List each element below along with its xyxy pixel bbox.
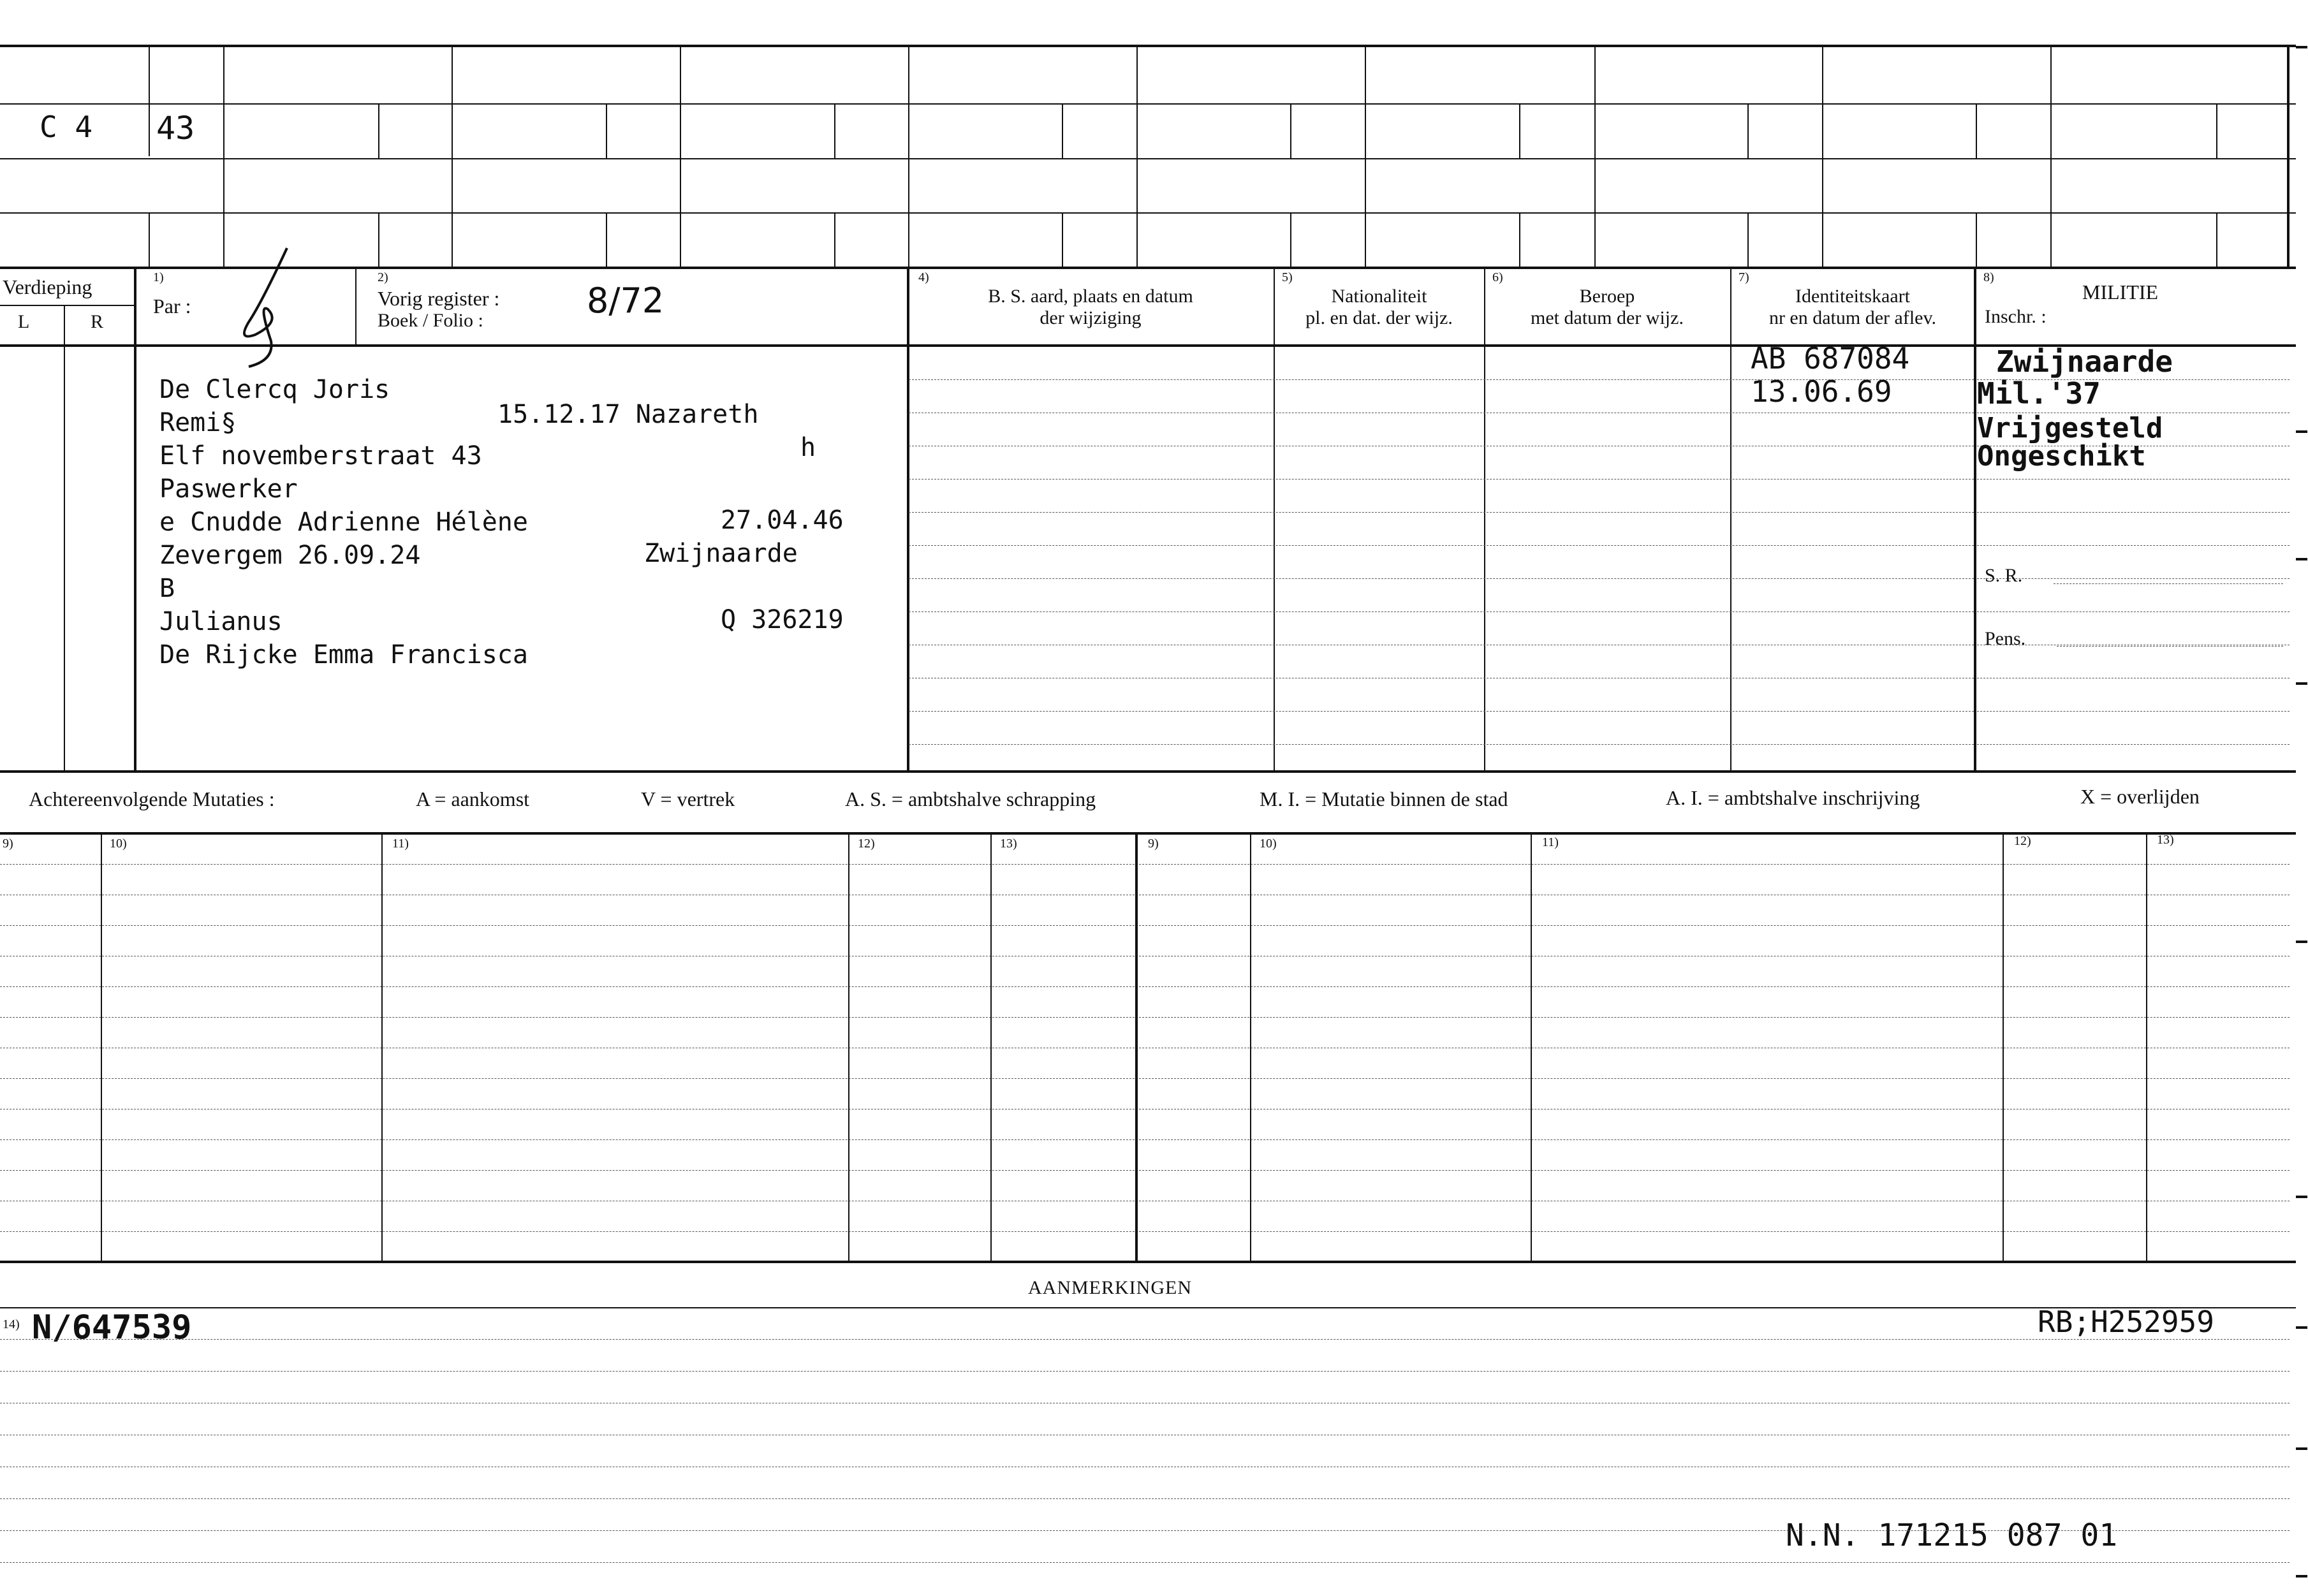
ruled-line: [0, 1498, 2290, 1499]
grid-line: [223, 45, 224, 267]
person-spouse-birth: Zevergem 26.09.24: [159, 541, 421, 570]
verdieping-label: Verdieping: [3, 275, 92, 298]
person-firstname: Remi§: [159, 408, 237, 437]
legend-mi: M. I. = Mutatie binnen de stad: [1260, 787, 1508, 810]
edge-tick: [2296, 430, 2307, 433]
ruled-line: [909, 578, 1974, 579]
ruled-line: [0, 864, 2290, 865]
col-number: 8): [1983, 270, 1994, 284]
grid-line: [1519, 103, 1520, 158]
grid-line: [834, 212, 835, 267]
person-spouse: e Cnudde Adrienne Hélène: [159, 508, 528, 537]
grid-line: [149, 45, 150, 156]
id-card-block: [1751, 342, 1909, 408]
grid-line: [1062, 103, 1063, 158]
grid-line: [2146, 832, 2147, 1261]
remarks-nn: N.N. 171215 087 01: [1786, 1518, 2118, 1553]
edge-tick: [2296, 1447, 2307, 1450]
id-header-line1: Identiteitskaart: [1795, 286, 1910, 307]
grid-line: [1594, 45, 1596, 267]
grid-line: [2216, 212, 2217, 267]
beroep-header-line2: met datum der wijz.: [1531, 307, 1684, 328]
grid-line: [149, 212, 150, 267]
ruled-line: [0, 1078, 2290, 1079]
nat-header-line2: pl. en dat. der wijz.: [1305, 307, 1453, 328]
ruled-line: [0, 986, 2290, 987]
edge-tick: [2296, 1575, 2307, 1578]
col-number: 5): [1282, 270, 1293, 284]
col-number: 2): [378, 270, 388, 284]
remarks-title: AANMERKINGEN: [1028, 1277, 1192, 1298]
ruled-line: [0, 1339, 2290, 1340]
ruled-line: [1977, 512, 2290, 513]
militie-status1: Vrijgesteld: [1977, 412, 2163, 444]
legend-a: A = aankomst: [416, 787, 530, 810]
edge-tick: [2296, 1196, 2307, 1198]
col-number: 12): [2014, 834, 2031, 848]
edge-tick: [2296, 682, 2307, 685]
person-birth: 15.12.17 Nazareth: [497, 400, 759, 429]
ruled-line: [1977, 744, 2290, 745]
mutations-title: Achtereenvolgende Mutaties :: [29, 787, 275, 810]
legend-v: V = vertrek: [641, 787, 735, 810]
beroep-header-line1: Beroep: [1579, 286, 1635, 307]
grid-line: [2216, 103, 2217, 158]
sr-label: S. R.: [1985, 565, 2023, 586]
nat-header-line1: Nationaliteit: [1331, 286, 1427, 307]
grid-line: [1290, 212, 1291, 267]
grid-line: [1365, 45, 1366, 267]
col-number: 1): [153, 270, 164, 284]
grid-line: [907, 267, 909, 770]
grid-line: [1747, 212, 1749, 267]
grid-line: [378, 103, 379, 158]
grid-line: [2003, 832, 2004, 1261]
ruled-line: [0, 1371, 2290, 1372]
ruled-line: [909, 744, 1974, 745]
grid-line: [0, 305, 134, 306]
grid-line: [908, 45, 909, 267]
inschr-label: Inschr. :: [1985, 306, 2047, 327]
person-profession: Paswerker: [159, 474, 298, 504]
grid-line: [0, 103, 2296, 105]
grid-line: [1976, 103, 1977, 158]
edge-tick: [2296, 941, 2307, 943]
col-number: 12): [858, 837, 875, 851]
grid-line: [0, 1307, 2296, 1308]
l-label: L: [18, 311, 30, 332]
ruled-line: [0, 1231, 2290, 1232]
grid-line: [834, 103, 835, 158]
person-date5: 27.04.46: [721, 506, 844, 535]
ruled-line: [0, 1170, 2290, 1171]
grid-line: [0, 344, 2296, 347]
person-code8: Q 326219: [721, 605, 844, 634]
grid-line: [64, 305, 65, 772]
militie-place: Zwijnaarde: [1996, 344, 2173, 379]
grid-line: [1484, 267, 1485, 770]
militie-status: [1977, 414, 2163, 471]
grid-line: [1531, 832, 1532, 1261]
top-number: 43: [156, 110, 195, 147]
grid-line: [1062, 212, 1063, 267]
legend-ai: A. I. = ambtshalve inschrijving: [1666, 786, 1920, 809]
col-number: 10): [110, 837, 127, 851]
grid-line: [0, 770, 2296, 773]
remarks-ref: N/647539: [32, 1308, 192, 1347]
edge-tick: [2296, 46, 2307, 48]
col-number: 7): [1738, 270, 1749, 284]
col-number: 4): [918, 270, 929, 284]
grid-line: [355, 267, 356, 344]
ruled-line: [909, 545, 1974, 546]
grid-line: [606, 103, 607, 158]
id-card-number: AB 687084: [1751, 341, 1910, 376]
col-number: 11): [1542, 835, 1559, 849]
person-mother: De Rijcke Emma Francisca: [159, 640, 528, 670]
person-place6: Zwijnaarde: [644, 539, 798, 568]
ruled-line: [1977, 479, 2290, 480]
ruled-line: [0, 1139, 2290, 1140]
grid-line: [1974, 267, 1976, 770]
par-label: Par :: [153, 295, 191, 318]
grid-line: [0, 267, 2296, 269]
col-number: 11): [392, 837, 409, 851]
col-number: 6): [1492, 270, 1503, 284]
edge-tick: [2296, 558, 2307, 560]
identiteitskaart-header: [1732, 286, 1973, 329]
ruled-line: [0, 925, 2290, 926]
col-number: 13): [1000, 837, 1017, 851]
grid-line: [990, 832, 992, 1261]
grid-line: [1135, 832, 1138, 1261]
person-h: h: [800, 433, 816, 462]
ruled-line: [1977, 711, 2290, 712]
grid-line: [680, 45, 681, 267]
bs-header: [918, 286, 1263, 329]
remarks-rb: RB;H252959: [2038, 1305, 2214, 1339]
pens-line: [2057, 646, 2283, 647]
col-number: 13): [2157, 833, 2174, 847]
id-header-line2: nr en datum der aflev.: [1768, 307, 1937, 328]
ruled-line: [909, 479, 1974, 480]
legend-as: A. S. = ambtshalve schrapping: [845, 787, 1096, 810]
grid-line: [2050, 45, 2052, 267]
col-number: 9): [3, 837, 13, 851]
person-address: Elf novemberstraat 43: [159, 441, 482, 471]
sr-line: [2054, 583, 2283, 584]
grid-line: [1747, 103, 1749, 158]
grid-line: [381, 832, 383, 1261]
grid-line: [1250, 832, 1251, 1261]
person-father: Julianus: [159, 607, 283, 636]
grid-line: [1976, 212, 1977, 267]
col-number: 10): [1260, 837, 1277, 851]
grid-line: [452, 45, 453, 267]
ruled-line: [909, 611, 1974, 612]
grid-line: [0, 158, 2296, 159]
militie-status2: Ongeschikt: [1977, 440, 2146, 472]
person-block: [159, 373, 528, 671]
register-value: 8/72: [587, 281, 665, 321]
bs-header-line2: der wijziging: [1040, 307, 1142, 328]
grid-line: [134, 267, 136, 772]
grid-line: [0, 1261, 2296, 1263]
vorig-register-label: Vorig register :: [378, 287, 500, 310]
grid-line: [0, 212, 2296, 214]
grid-line: [1822, 45, 1823, 267]
ruled-line: [0, 1562, 2290, 1563]
edge-tick: [2296, 1326, 2307, 1329]
par-scribble: [236, 245, 306, 373]
person-nationality: B: [159, 574, 175, 603]
pens-label: Pens.: [1985, 628, 2026, 649]
ruled-line: [1977, 611, 2290, 612]
id-card-date: 13.06.69: [1751, 374, 1892, 409]
militie-label: MILITIE: [2082, 281, 2159, 304]
grid-line: [378, 212, 379, 267]
grid-line: [1136, 45, 1138, 267]
ruled-line: [909, 512, 1974, 513]
grid-line: [848, 832, 849, 1261]
militie-year: Mil.'37: [1977, 376, 2101, 411]
bs-header-line1: B. S. aard, plaats en datum: [988, 286, 1193, 307]
right-border: [2287, 45, 2290, 267]
beroep-header: [1486, 286, 1728, 329]
grid-line: [0, 832, 2296, 835]
grid-line: [606, 212, 607, 267]
top-border: [0, 45, 2296, 47]
col-number: 14): [3, 1317, 20, 1331]
grid-line: [1290, 103, 1291, 158]
legend-x: X = overlijden: [2080, 785, 2200, 808]
ruled-line: [1977, 578, 2290, 579]
ruled-line: [0, 1530, 2290, 1531]
ruled-line: [1977, 545, 2290, 546]
ruled-line: [0, 1017, 2290, 1018]
grid-line: [1519, 212, 1520, 267]
nationaliteit-header: [1275, 286, 1483, 329]
grid-line: [1730, 267, 1731, 770]
boek-folio-label: Boek / Folio :: [378, 310, 483, 331]
person-name: De Clercq Joris: [159, 375, 390, 404]
r-label: R: [91, 311, 104, 332]
ruled-line: [909, 711, 1974, 712]
grid-line: [1274, 267, 1275, 770]
grid-line: [101, 832, 102, 1261]
top-code: C 4: [40, 110, 93, 144]
col-number: 9): [1148, 837, 1159, 851]
